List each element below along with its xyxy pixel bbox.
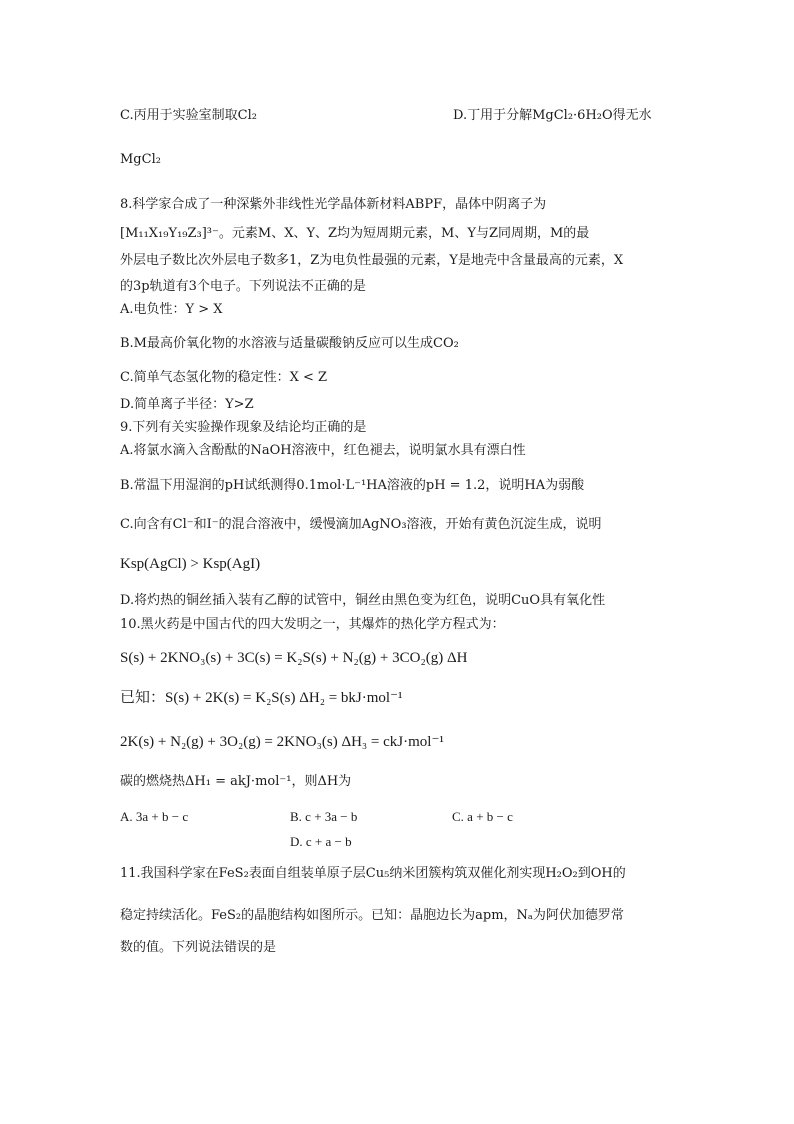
question-8-option-c: C.简单气态氢化物的稳定性：X < Z [120,370,328,385]
question-11-stem: 11.我国科学家在FeS₂表面自组装单原子层Cu₅纳米团簇构筑双催化剂实现H₂O₂到OH的 [120,866,626,881]
question-10-option-d: D. c + a − b [290,834,352,849]
question-8-stem: 8.科学家合成了一种深紫外非线性光学晶体新材料ABPF，晶体中阴离子为 [120,197,547,212]
question-8-option-a: A.电负性：Y > X [120,302,223,317]
question-9-option-d: D.将灼热的铜丝插入装有乙醇的试管中，铜丝由黑色变为红色，说明CuO具有氧化性 [120,593,606,608]
question-10-given-3: 碳的燃烧热ΔH₁ = akJ·mol⁻¹，则ΔH为 [120,774,352,789]
question-8-stem-line2: [M₁₁X₁₉Y₁₉Z₃]³⁻。元素M、X、Y、Z均为短周期元素，M、Y与Z同周期，M的最 [120,226,590,241]
question-10-option-b: B. c + 3a − b [290,809,358,824]
question-10-option-a: A. 3a + b − c [120,809,189,824]
question-8-stem-line4: 的3p轨道有3个电子。下列说法不正确的是 [120,279,366,294]
question-9-option-c-formula: Ksp(AgCl) > Ksp(AgI) [120,556,261,572]
question-9-option-b: B.常温下用湿润的pH试纸测得0.1mol·L⁻¹HA溶液的pH = 1.2，说明HA为弱酸 [120,478,585,493]
question-8-option-b: B.M最高价氧化物的水溶液与适量碳酸钠反应可以生成CO₂ [120,336,459,351]
option-d-q7: D.丁用于分解MgCl₂·6H₂O得无水 [453,108,652,123]
question-10-given-1: 已知：S(s) + 2K(s) = K₂S(s) ΔH₂ = bkJ·mol⁻¹ [120,690,403,706]
question-10-option-c: C. a + b − c [452,809,513,824]
question-11-stem-line2: 稳定持续活化。FeS₂的晶胞结构如图所示。已知：晶胞边长为apm，Nₐ为阿伏加德罗常 [120,908,624,923]
question-10-stem: 10.黑火药是中国古代的四大发明之一，其爆炸的热化学方程式为： [120,617,505,632]
question-9-stem: 9.下列有关实验操作现象及结论均正确的是 [120,420,367,435]
question-8-stem-line3: 外层电子数比次外层电子数多1，Z为电负性最强的元素，Y是地壳中含量最高的元素，X [120,253,624,268]
question-11-stem-line3: 数的值。下列说法错误的是 [120,940,277,955]
question-10-given-2: 2K(s) + N₂(g) + 3O₂(g) = 2KNO₃(s) ΔH₃ = ckJ·mol⁻¹ [120,734,444,750]
question-8-option-d: D.简单离子半径：Y>Z [120,397,254,412]
question-9-option-a: A.将氯水滴入含酚酞的NaOH溶液中，红色褪去，说明氯水具有漂白性 [120,443,526,458]
option-d-q7-continued: MgCl₂ [120,152,161,167]
option-c-q7: C.丙用于实验室制取Cl₂ [120,108,257,123]
question-10-equation: S(s) + 2KNO₃(s) + 3C(s) = K₂S(s) + N₂(g) + 3CO₂(g) ΔH [120,650,468,666]
question-9-option-c: C.向含有Cl⁻和I⁻的混合溶液中，缓慢滴加AgNO₃溶液，开始有黄色沉淀生成，说明 [120,517,602,532]
